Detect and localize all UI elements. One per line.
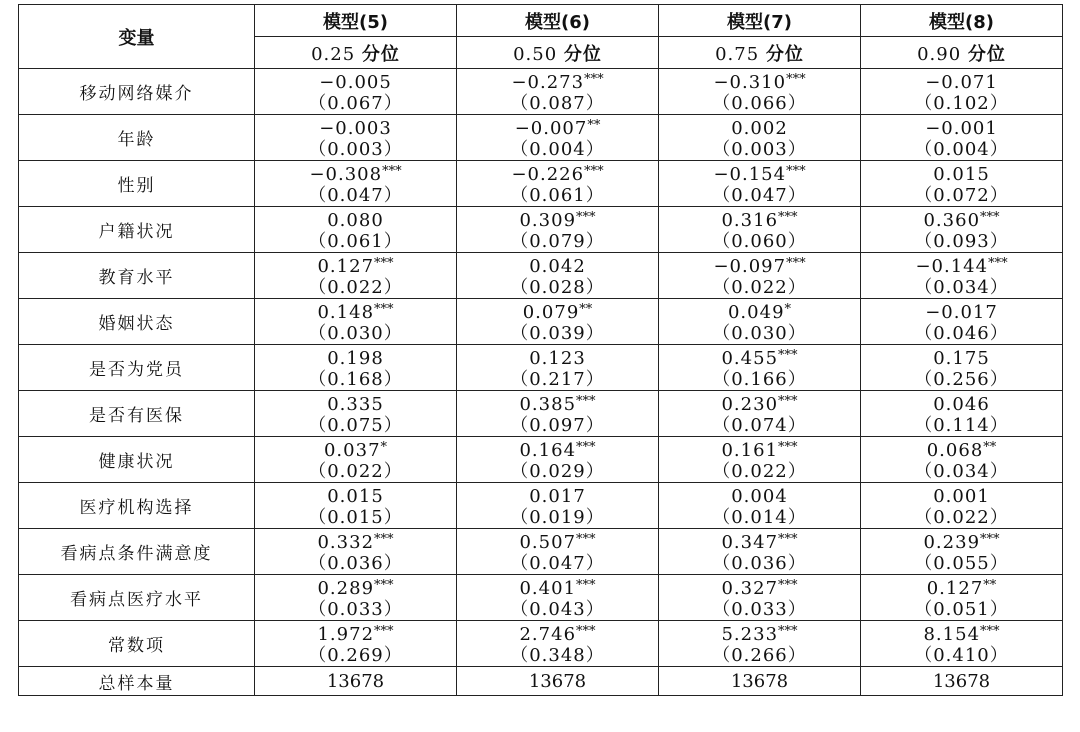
- coefficient-line: [659, 621, 860, 645]
- coefficient-line: [861, 207, 1062, 231]
- estimate-cell: [659, 253, 861, 299]
- significance-stars: ***: [778, 348, 798, 363]
- estimate-cell: [659, 483, 861, 529]
- standard-error: （0.047）: [308, 185, 403, 206]
- variable-label: 户籍状况: [19, 207, 255, 253]
- estimate-cell: [255, 529, 457, 575]
- coefficient-line: [457, 161, 658, 185]
- coefficient-line: [457, 345, 658, 369]
- standard-error: （0.014）: [712, 507, 807, 528]
- standard-error: （0.033）: [712, 599, 807, 620]
- standard-error: （0.072）: [914, 185, 1009, 206]
- coefficient: 8.154: [923, 624, 981, 645]
- coefficient-line: [457, 69, 658, 93]
- coefficient-line: [255, 529, 456, 553]
- standard-error: （0.266）: [712, 645, 807, 666]
- coefficient: 0.015: [327, 486, 384, 507]
- coefficient-line: [255, 345, 456, 369]
- estimate-cell: [659, 115, 861, 161]
- estimate-cell: [457, 253, 659, 299]
- significance-stars: ***: [988, 256, 1008, 271]
- significance-stars: ***: [374, 256, 394, 271]
- standard-error: （0.033）: [308, 599, 403, 620]
- estimate-cell: [861, 621, 1063, 667]
- standard-error: （0.047）: [712, 185, 807, 206]
- coefficient: 0.001: [933, 486, 990, 507]
- coefficient: −0.001: [925, 118, 998, 139]
- standard-error: （0.043）: [510, 599, 605, 620]
- standard-error: （0.074）: [712, 415, 807, 436]
- sample-size-cell: 13678: [255, 667, 457, 696]
- significance-stars: ***: [786, 256, 806, 271]
- coefficient-line: [861, 161, 1062, 185]
- standard-error: （0.030）: [712, 323, 807, 344]
- standard-error: （0.114）: [914, 415, 1009, 436]
- coefficient: 0.507: [519, 532, 577, 553]
- significance-stars: ***: [576, 394, 596, 409]
- coefficient-line: [255, 391, 456, 415]
- coefficient-line: [457, 207, 658, 231]
- coefficient-line: [659, 437, 860, 461]
- quantile-value: 0.50: [513, 43, 558, 65]
- estimate-cell: [457, 483, 659, 529]
- significance-stars: ***: [374, 578, 394, 593]
- table-row: [19, 345, 1063, 391]
- coefficient-line: [255, 69, 456, 93]
- sample-size-cell: 13678: [659, 667, 861, 696]
- coefficient-line: [861, 621, 1062, 645]
- standard-error: （0.168）: [308, 369, 403, 390]
- coefficient-line: [861, 253, 1062, 277]
- coefficient-line: [861, 437, 1062, 461]
- coefficient: −0.273: [511, 72, 585, 93]
- estimate-cell: [861, 345, 1063, 391]
- significance-stars: ***: [576, 532, 596, 547]
- coefficient-line: [255, 483, 456, 507]
- standard-error: （0.060）: [712, 231, 807, 252]
- variable-label: 常数项: [19, 621, 255, 667]
- standard-error: （0.055）: [914, 553, 1009, 574]
- significance-stars: ***: [778, 210, 798, 225]
- quantile-value: 0.75: [715, 43, 760, 65]
- estimate-cell: [457, 299, 659, 345]
- standard-error: （0.030）: [308, 323, 403, 344]
- coefficient: 0.175: [933, 348, 990, 369]
- coefficient-line: [659, 69, 860, 93]
- table-row: [19, 529, 1063, 575]
- estimate-cell: [255, 621, 457, 667]
- coefficient: 0.289: [317, 578, 375, 599]
- sample-size-row: [19, 667, 1063, 696]
- estimate-cell: [861, 529, 1063, 575]
- coefficient: 0.080: [327, 210, 384, 231]
- table-row: [19, 207, 1063, 253]
- estimate-cell: [255, 345, 457, 391]
- significance-stars: ***: [786, 72, 806, 87]
- standard-error: （0.097）: [510, 415, 605, 436]
- estimate-cell: [457, 207, 659, 253]
- coefficient-line: [861, 345, 1062, 369]
- significance-stars: ***: [778, 394, 798, 409]
- coefficient: −0.310: [713, 72, 787, 93]
- variable-header: 变量: [19, 5, 255, 69]
- variable-label: 教育水平: [19, 253, 255, 299]
- table-row: [19, 161, 1063, 207]
- standard-error: （0.046）: [914, 323, 1009, 344]
- significance-stars: ***: [584, 164, 604, 179]
- standard-error: （0.079）: [510, 231, 605, 252]
- significance-stars: ***: [778, 440, 798, 455]
- estimate-cell: [659, 161, 861, 207]
- coefficient-line: [659, 483, 860, 507]
- table-body: [19, 69, 1063, 696]
- significance-stars: ***: [584, 72, 604, 87]
- quantile-header: [659, 37, 861, 69]
- coefficient: 0.127: [926, 578, 984, 599]
- standard-error: （0.022）: [914, 507, 1009, 528]
- coefficient: 0.049: [727, 302, 785, 323]
- coefficient: 0.164: [519, 440, 577, 461]
- standard-error: （0.075）: [308, 415, 403, 436]
- significance-stars: ***: [576, 578, 596, 593]
- significance-stars: *: [784, 302, 792, 317]
- coefficient: 0.042: [529, 256, 586, 277]
- table-row: [19, 253, 1063, 299]
- standard-error: （0.022）: [712, 461, 807, 482]
- significance-stars: **: [983, 578, 997, 593]
- model-header: 模型(5): [255, 5, 457, 37]
- coefficient-line: [659, 253, 860, 277]
- significance-stars: ***: [576, 440, 596, 455]
- estimate-cell: [255, 483, 457, 529]
- sample-size-cell: 13678: [457, 667, 659, 696]
- coefficient-line: [457, 115, 658, 139]
- significance-stars: ***: [786, 164, 806, 179]
- coefficient: 0.309: [519, 210, 577, 231]
- standard-error: （0.102）: [914, 93, 1009, 114]
- coefficient-line: [457, 483, 658, 507]
- standard-error: （0.029）: [510, 461, 605, 482]
- standard-error: （0.003）: [712, 139, 807, 160]
- estimate-cell: [659, 437, 861, 483]
- coefficient: 0.161: [721, 440, 779, 461]
- coefficient: 0.017: [529, 486, 586, 507]
- quantile-header: [861, 37, 1063, 69]
- coefficient-line: [457, 299, 658, 323]
- coefficient-line: [659, 207, 860, 231]
- standard-error: （0.019）: [510, 507, 605, 528]
- estimate-cell: [255, 161, 457, 207]
- estimate-cell: [659, 299, 861, 345]
- coefficient: 0.455: [721, 348, 779, 369]
- estimate-cell: [255, 69, 457, 115]
- coefficient-line: [659, 299, 860, 323]
- model-header: 模型(7): [659, 5, 861, 37]
- coefficient-line: [659, 575, 860, 599]
- estimate-cell: [255, 253, 457, 299]
- standard-error: （0.047）: [510, 553, 605, 574]
- standard-error: （0.036）: [308, 553, 403, 574]
- standard-error: （0.028）: [510, 277, 605, 298]
- significance-stars: ***: [980, 532, 1000, 547]
- standard-error: （0.022）: [712, 277, 807, 298]
- coefficient-line: [861, 299, 1062, 323]
- estimate-cell: [457, 345, 659, 391]
- coefficient-line: [861, 69, 1062, 93]
- estimate-cell: [457, 115, 659, 161]
- coefficient: 0.239: [923, 532, 981, 553]
- quantile-header: [457, 37, 659, 69]
- coefficient: 0.068: [926, 440, 984, 461]
- quantile-unit: 分位: [361, 43, 400, 65]
- significance-stars: ***: [374, 302, 394, 317]
- estimate-cell: [861, 299, 1063, 345]
- estimate-cell: [457, 161, 659, 207]
- significance-stars: ***: [576, 624, 596, 639]
- estimate-cell: [861, 575, 1063, 621]
- estimate-cell: [255, 299, 457, 345]
- coefficient: 0.148: [317, 302, 375, 323]
- coefficient: 0.401: [519, 578, 577, 599]
- coefficient: 0.015: [933, 164, 990, 185]
- estimate-cell: [659, 529, 861, 575]
- quantile-unit: 分位: [765, 43, 804, 65]
- estimate-cell: [861, 69, 1063, 115]
- coefficient-line: [861, 529, 1062, 553]
- table-row: [19, 299, 1063, 345]
- estimate-cell: [255, 575, 457, 621]
- coefficient: 1.972: [317, 624, 375, 645]
- quantile-regression-table: [18, 4, 1063, 696]
- significance-stars: ***: [778, 624, 798, 639]
- table-row: [19, 115, 1063, 161]
- coefficient: 0.037: [323, 440, 381, 461]
- standard-error: （0.004）: [914, 139, 1009, 160]
- coefficient: −0.308: [309, 164, 383, 185]
- variable-label: 移动网络媒介: [19, 69, 255, 115]
- coefficient-line: [861, 391, 1062, 415]
- estimate-cell: [457, 69, 659, 115]
- variable-label: 看病点条件满意度: [19, 529, 255, 575]
- coefficient: 0.079: [522, 302, 580, 323]
- variable-label: 是否为党员: [19, 345, 255, 391]
- estimate-cell: [659, 69, 861, 115]
- coefficient: 0.332: [317, 532, 375, 553]
- quantile-value: 0.25: [311, 43, 356, 65]
- variable-label: 性别: [19, 161, 255, 207]
- coefficient-line: [255, 621, 456, 645]
- estimate-cell: [457, 575, 659, 621]
- coefficient: 5.233: [721, 624, 779, 645]
- standard-error: （0.093）: [914, 231, 1009, 252]
- coefficient-line: [457, 575, 658, 599]
- standard-error: （0.061）: [308, 231, 403, 252]
- estimate-cell: [255, 207, 457, 253]
- estimate-cell: [861, 391, 1063, 437]
- variable-label: 健康状况: [19, 437, 255, 483]
- coefficient: 0.385: [519, 394, 577, 415]
- coefficient: −0.154: [713, 164, 787, 185]
- coefficient: 0.198: [327, 348, 384, 369]
- table-row: [19, 483, 1063, 529]
- coefficient: 0.347: [721, 532, 779, 553]
- coefficient-line: [659, 391, 860, 415]
- estimate-cell: [659, 575, 861, 621]
- estimate-cell: [861, 253, 1063, 299]
- table-row: [19, 69, 1063, 115]
- standard-error: （0.348）: [510, 645, 605, 666]
- coefficient-line: [255, 115, 456, 139]
- standard-error: （0.036）: [712, 553, 807, 574]
- coefficient: −0.007: [514, 118, 588, 139]
- significance-stars: ***: [980, 210, 1000, 225]
- coefficient-line: [659, 529, 860, 553]
- estimate-cell: [457, 621, 659, 667]
- estimate-cell: [659, 345, 861, 391]
- coefficient-line: [255, 161, 456, 185]
- coefficient: 0.046: [933, 394, 990, 415]
- variable-label: 看病点医疗水平: [19, 575, 255, 621]
- coefficient: −0.226: [511, 164, 585, 185]
- standard-error: （0.067）: [308, 93, 403, 114]
- standard-error: （0.003）: [308, 139, 403, 160]
- coefficient-line: [457, 437, 658, 461]
- significance-stars: ***: [778, 578, 798, 593]
- significance-stars: **: [587, 118, 601, 133]
- significance-stars: **: [579, 302, 593, 317]
- coefficient: 0.316: [721, 210, 779, 231]
- coefficient: 0.327: [721, 578, 779, 599]
- standard-error: （0.015）: [308, 507, 403, 528]
- coefficient-line: [861, 483, 1062, 507]
- coefficient: −0.005: [319, 72, 392, 93]
- variable-label: 年龄: [19, 115, 255, 161]
- coefficient: −0.071: [925, 72, 998, 93]
- significance-stars: *: [380, 440, 388, 455]
- significance-stars: ***: [980, 624, 1000, 639]
- standard-error: （0.022）: [308, 461, 403, 482]
- significance-stars: ***: [778, 532, 798, 547]
- standard-error: （0.166）: [712, 369, 807, 390]
- standard-error: （0.410）: [914, 645, 1009, 666]
- quantile-value: 0.90: [917, 43, 962, 65]
- standard-error: （0.087）: [510, 93, 605, 114]
- estimate-cell: [457, 437, 659, 483]
- coefficient-line: [659, 115, 860, 139]
- coefficient: −0.144: [915, 256, 989, 277]
- estimate-cell: [457, 391, 659, 437]
- coefficient-line: [457, 621, 658, 645]
- quantile-unit: 分位: [967, 43, 1006, 65]
- coefficient-line: [255, 253, 456, 277]
- coefficient: 0.230: [721, 394, 779, 415]
- coefficient: 0.004: [731, 486, 788, 507]
- variable-label: 是否有医保: [19, 391, 255, 437]
- coefficient: 0.002: [731, 118, 788, 139]
- coefficient: −0.003: [319, 118, 392, 139]
- coefficient: 0.127: [317, 256, 375, 277]
- estimate-cell: [255, 437, 457, 483]
- estimate-cell: [659, 207, 861, 253]
- standard-error: （0.066）: [712, 93, 807, 114]
- table-row: [19, 437, 1063, 483]
- standard-error: （0.217）: [510, 369, 605, 390]
- estimate-cell: [457, 529, 659, 575]
- table-row: [19, 575, 1063, 621]
- standard-error: （0.022）: [308, 277, 403, 298]
- significance-stars: ***: [576, 210, 596, 225]
- table-header: [19, 5, 1063, 69]
- coefficient: −0.017: [925, 302, 998, 323]
- coefficient-line: [861, 115, 1062, 139]
- coefficient: 2.746: [519, 624, 577, 645]
- coefficient: 0.360: [923, 210, 981, 231]
- coefficient-line: [861, 575, 1062, 599]
- standard-error: （0.269）: [308, 645, 403, 666]
- standard-error: （0.061）: [510, 185, 605, 206]
- coefficient-line: [457, 529, 658, 553]
- estimate-cell: [861, 161, 1063, 207]
- table-row: [19, 621, 1063, 667]
- table-row: [19, 391, 1063, 437]
- estimate-cell: [861, 437, 1063, 483]
- coefficient-line: [255, 437, 456, 461]
- significance-stars: **: [983, 440, 997, 455]
- estimate-cell: [861, 207, 1063, 253]
- quantile-unit: 分位: [563, 43, 602, 65]
- standard-error: （0.256）: [914, 369, 1009, 390]
- coefficient-line: [659, 161, 860, 185]
- coefficient: 0.123: [529, 348, 586, 369]
- significance-stars: ***: [382, 164, 402, 179]
- coefficient: −0.097: [713, 256, 787, 277]
- standard-error: （0.034）: [914, 461, 1009, 482]
- estimate-cell: [861, 115, 1063, 161]
- model-header: 模型(8): [861, 5, 1063, 37]
- estimate-cell: [255, 391, 457, 437]
- variable-label: 医疗机构选择: [19, 483, 255, 529]
- regression-table-container: [18, 4, 1062, 696]
- estimate-cell: [861, 483, 1063, 529]
- standard-error: （0.034）: [914, 277, 1009, 298]
- coefficient-line: [457, 391, 658, 415]
- standard-error: （0.051）: [914, 599, 1009, 620]
- model-header: 模型(6): [457, 5, 659, 37]
- significance-stars: ***: [374, 624, 394, 639]
- coefficient-line: [255, 575, 456, 599]
- coefficient: 0.335: [327, 394, 384, 415]
- sample-size-cell: 13678: [861, 667, 1063, 696]
- coefficient-line: [255, 207, 456, 231]
- standard-error: （0.039）: [510, 323, 605, 344]
- coefficient-line: [457, 253, 658, 277]
- significance-stars: ***: [374, 532, 394, 547]
- standard-error: （0.004）: [510, 139, 605, 160]
- variable-label: 总样本量: [19, 667, 255, 696]
- quantile-header: [255, 37, 457, 69]
- estimate-cell: [659, 621, 861, 667]
- coefficient-line: [659, 345, 860, 369]
- coefficient-line: [255, 299, 456, 323]
- variable-label: 婚姻状态: [19, 299, 255, 345]
- estimate-cell: [659, 391, 861, 437]
- estimate-cell: [255, 115, 457, 161]
